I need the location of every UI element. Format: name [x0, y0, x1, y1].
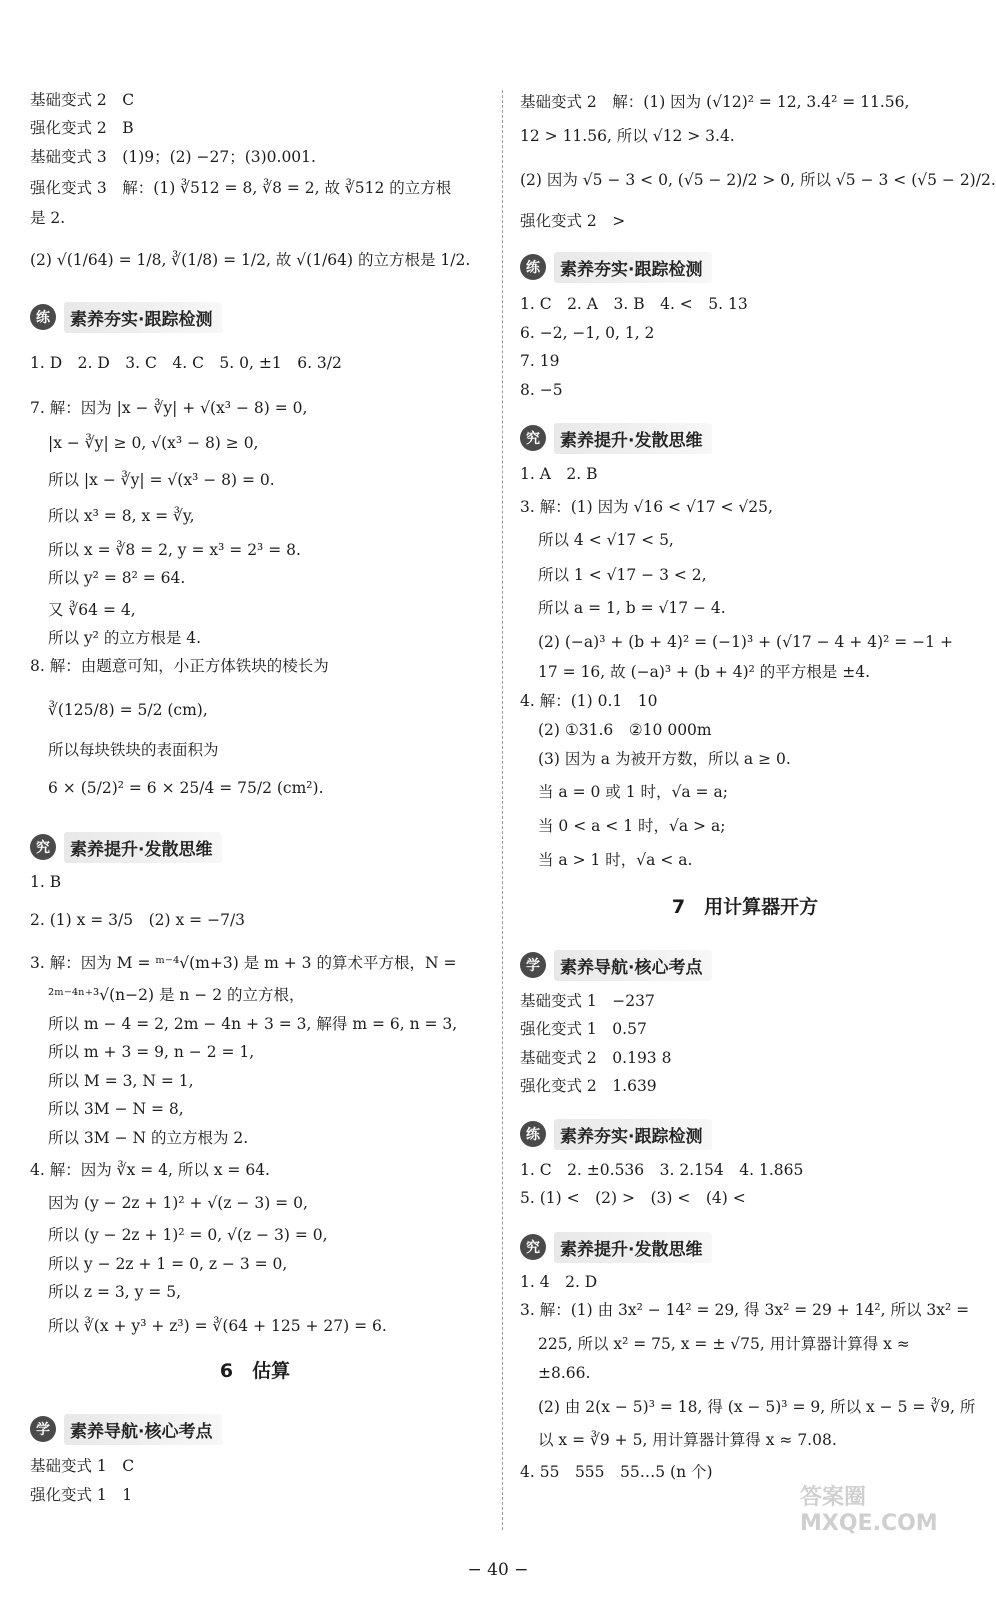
text-line: 基础变式 1 C	[30, 1457, 135, 1475]
text-line: 1. B	[30, 873, 62, 891]
text-line: 4. 解：因为 ∛x = 4, 所以 x = 64.	[30, 1161, 270, 1179]
text-line: 基础变式 3 (1)9；(2) −27；(3)0.001.	[30, 148, 316, 166]
text-line: ∛(125/8) = 5/2 (cm),	[48, 701, 208, 719]
text-line: 所以 |x − ∛y| = √(x³ − 8) = 0.	[48, 471, 275, 489]
text-line: 强化变式 2 1.639	[520, 1077, 657, 1095]
text-line: 所以 y − 2z + 1 = 0, z − 3 = 0,	[48, 1255, 288, 1273]
text-line: 4. 解：(1) 0.1 10	[520, 692, 658, 710]
text-line: 强化变式 3 解：(1) ∛512 = 8, ∛8 = 2, 故 ∛512 的立方根	[30, 179, 452, 197]
section-badge	[30, 302, 222, 332]
text-line: 8. 解：由题意可知，小正方体铁块的棱长为	[30, 657, 329, 675]
text-line: (3) 因为 a 为被开方数，所以 a ≥ 0.	[538, 750, 791, 768]
text-line: 基础变式 2 C	[30, 91, 135, 109]
text-line: 所以 y² 的立方根是 4.	[48, 629, 202, 647]
watermark: 答案圈 MXQE.COM	[800, 1485, 938, 1536]
section-badge	[520, 950, 712, 980]
text-line: 所以 m + 3 = 9, n − 2 = 1,	[48, 1043, 255, 1061]
text-line: 强化变式 2 B	[30, 119, 134, 137]
explore-icon: 究	[30, 834, 56, 860]
text-line: 1. 4 2. D	[520, 1273, 598, 1291]
text-line: ±8.66.	[538, 1364, 591, 1382]
text-line: 1. C 2. A 3. B 4. < 5. 13	[520, 295, 748, 313]
text-line: 所以 x³ = 8, x = ∛y,	[48, 507, 195, 525]
text-line: 7. 19	[520, 352, 560, 370]
text-line: 当 0 < a < 1 时，√a > a;	[538, 817, 726, 835]
text-line: (2) ①31.6 ②10 000m	[538, 721, 712, 739]
text-line: 12 > 11.56, 所以 √12 > 3.4.	[520, 127, 735, 145]
text-line: 当 a = 0 或 1 时，√a = a;	[538, 783, 728, 801]
text-line: 1. D 2. D 3. C 4. C 5. 0, ±1 6. 3/2	[30, 354, 342, 372]
badge-label: 素养导航·核心考点	[64, 1414, 222, 1445]
badge-label: 素养夯实·跟踪检测	[64, 302, 222, 333]
text-line: 4. 55 555 55…5 (n 个)	[520, 1463, 713, 1481]
text-line: (2) 由 2(x − 5)³ = 18, 得 (x − 5)³ = 9, 所以 x − 5 = ∛9, 所	[538, 1398, 976, 1416]
text-line: 3. 解：(1) 由 3x² − 14² = 29, 得 3x² = 29 + 14², 所以 3x² =	[520, 1301, 970, 1319]
text-line: 6 × (5/2)² = 6 × 25/4 = 75/2 (cm²).	[48, 779, 324, 797]
section-badge	[520, 1232, 712, 1262]
badge-label: 素养夯实·跟踪检测	[554, 1119, 712, 1150]
text-line: 5. (1) < (2) > (3) < (4) <	[520, 1189, 746, 1207]
badge-label: 素养提升·发散思维	[64, 832, 222, 863]
text-line: (2) 因为 √5 − 3 < 0, (√5 − 2)/2 > 0, 所以 √5 − 3 < (√5 − 2)/2.	[520, 171, 996, 189]
text-line: 又 ∛64 = 4,	[48, 601, 136, 619]
explore-icon: 究	[520, 425, 546, 451]
section-badge	[30, 1414, 222, 1444]
text-line: 强化变式 2 >	[520, 212, 626, 230]
text-line: 所以每块铁块的表面积为	[48, 741, 219, 759]
text-line: ²ᵐ⁻⁴ⁿ⁺³√(n−2) 是 n − 2 的立方根，	[48, 986, 305, 1004]
text-line: 6. −2, −1, 0, 1, 2	[520, 324, 655, 342]
text-line: 3. 解：(1) 因为 √16 < √17 < √25,	[520, 498, 773, 516]
practice-icon: 练	[30, 304, 56, 330]
section-badge	[520, 423, 712, 453]
badge-label: 素养夯实·跟踪检测	[554, 252, 712, 283]
section-title: 7 用计算器开方	[671, 896, 819, 918]
text-line: 7. 解：因为 |x − ∛y| + √(x³ − 8) = 0,	[30, 399, 308, 417]
text-line: (2) (−a)³ + (b + 4)² = (−1)³ + (√17 − 4 + 4)² = −1 +	[538, 633, 953, 651]
text-line: 所以 ∛(x + y³ + z³) = ∛(64 + 125 + 27) = 6.	[48, 1317, 387, 1335]
section-badge	[520, 252, 712, 282]
text-line: 以 x = ∛9 + 5, 用计算器计算得 x ≈ 7.08.	[538, 1431, 837, 1449]
text-line: 8. −5	[520, 381, 563, 399]
text-line: 所以 z = 3, y = 5,	[48, 1283, 182, 1301]
text-line: 1. C 2. ±0.536 3. 2.154 4. 1.865	[520, 1161, 804, 1179]
practice-icon: 练	[520, 1121, 546, 1147]
study-icon: 学	[30, 1416, 56, 1442]
text-line: 所以 (y − 2z + 1)² = 0, √(z − 3) = 0,	[48, 1226, 328, 1244]
text-line: 所以 4 < √17 < 5,	[538, 531, 674, 549]
text-line: 所以 3M − N 的立方根为 2.	[48, 1129, 249, 1147]
text-line: 3. 解：因为 M = ᵐ⁻⁴√(m+3) 是 m + 3 的算术平方根，N =	[30, 954, 457, 972]
text-line: 1. A 2. B	[520, 465, 598, 483]
study-icon: 学	[520, 952, 546, 978]
explore-icon: 究	[520, 1234, 546, 1260]
text-line: 是 2.	[30, 209, 66, 227]
practice-icon: 练	[520, 254, 546, 280]
section-badge	[30, 832, 222, 862]
section-title: 6 估算	[219, 1360, 291, 1382]
text-line: 所以 x = ∛8 = 2, y = x³ = 2³ = 8.	[48, 541, 301, 559]
text-line: 所以 a = 1, b = √17 − 4.	[538, 599, 726, 617]
badge-label: 素养导航·核心考点	[554, 950, 712, 981]
text-line: 强化变式 1 0.57	[520, 1020, 647, 1038]
text-line: 因为 (y − 2z + 1)² + √(z − 3) = 0,	[48, 1194, 308, 1212]
badge-label: 素养提升·发散思维	[554, 1232, 712, 1263]
text-line: 所以 3M − N = 8,	[48, 1100, 184, 1118]
text-line: 所以 M = 3, N = 1,	[48, 1072, 194, 1090]
text-line: 当 a > 1 时，√a < a.	[538, 851, 693, 869]
text-line: 基础变式 2 解：(1) 因为 (√12)² = 12, 3.4² = 11.56,	[520, 93, 910, 111]
badge-label: 素养提升·发散思维	[554, 423, 712, 454]
section-badge	[520, 1119, 712, 1149]
text-line: 所以 y² = 8² = 64.	[48, 569, 186, 587]
page-number: − 40 −	[467, 1560, 529, 1580]
text-line: |x − ∛y| ≥ 0, √(x³ − 8) ≥ 0,	[48, 434, 259, 452]
text-line: 225, 所以 x² = 75, x = ± √75, 用计算器计算得 x ≈	[538, 1335, 910, 1353]
text-line: 强化变式 1 1	[30, 1486, 133, 1504]
text-line: 2. (1) x = 3/5 (2) x = −7/3	[30, 911, 246, 929]
text-line: 基础变式 1 −237	[520, 992, 655, 1010]
column-divider	[502, 90, 503, 1530]
text-line: 17 = 16, 故 (−a)³ + (b + 4)² 的平方根是 ±4.	[538, 663, 871, 681]
text-line: 所以 m − 4 = 2, 2m − 4n + 3 = 3, 解得 m = 6, n = 3,	[48, 1015, 458, 1033]
text-line: (2) √(1/64) = 1/8, ∛(1/8) = 1/2, 故 √(1/64) 的立方根是 1/2.	[30, 251, 471, 269]
text-line: 基础变式 2 0.193 8	[520, 1049, 672, 1067]
text-line: 所以 1 < √17 − 3 < 2,	[538, 566, 707, 584]
